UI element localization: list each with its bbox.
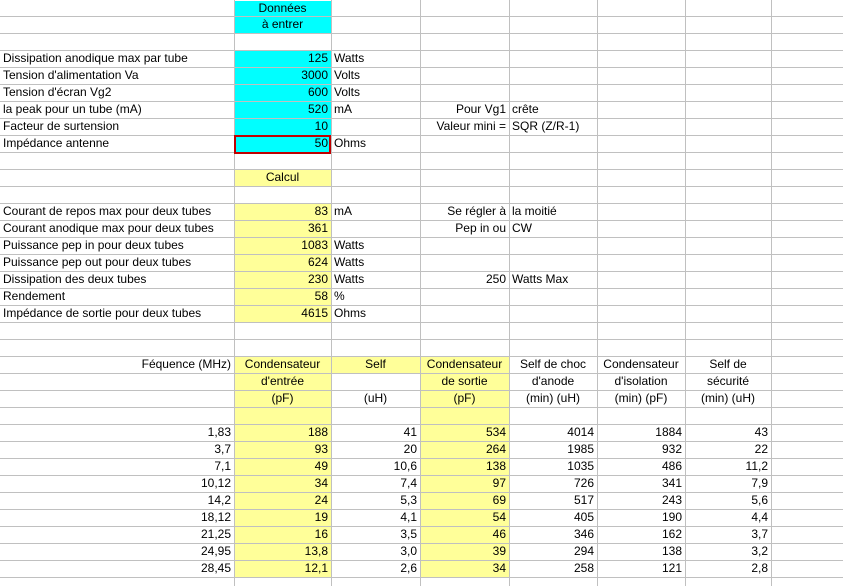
table-cell[interactable]: 16: [314, 527, 328, 541]
table-header-6[interactable]: d'isolation: [614, 374, 668, 388]
table-cell[interactable]: 4014: [567, 425, 594, 439]
row-line: [0, 152, 843, 153]
col-line: [771, 0, 772, 586]
table-cell[interactable]: 2,6: [400, 561, 417, 575]
input-label[interactable]: Tension d'alimentation Va: [3, 68, 139, 82]
note-crete[interactable]: crête: [512, 102, 539, 116]
table-cell[interactable]: 22: [754, 442, 768, 456]
table-cell[interactable]: 534: [485, 425, 506, 439]
calc-unit[interactable]: mA: [334, 204, 352, 218]
input-label[interactable]: Tension d'écran Vg2: [3, 85, 112, 99]
row-line: [0, 577, 843, 578]
table-cell[interactable]: 12,1: [304, 561, 328, 575]
table-header-4[interactable]: Condensateur: [426, 357, 503, 371]
input-value[interactable]: 520: [307, 102, 328, 116]
table-cell[interactable]: 43: [754, 425, 768, 439]
col-line: [597, 0, 598, 586]
calc-unit[interactable]: [334, 220, 417, 237]
col-line: [509, 0, 510, 586]
table-cell[interactable]: 41: [403, 425, 417, 439]
input-header-line2[interactable]: à entrer: [261, 17, 304, 31]
row-line: [0, 407, 843, 408]
calc-label[interactable]: Dissipation des deux tubes: [3, 272, 147, 286]
table-cell[interactable]: 39: [492, 544, 506, 558]
calc-unit[interactable]: Watts: [334, 238, 365, 252]
table-header-7[interactable]: sécurité: [706, 374, 750, 388]
calc-label[interactable]: Courant de repos max pour deux tubes: [3, 204, 212, 218]
row-line: [0, 322, 843, 323]
calc-unit[interactable]: Watts: [334, 255, 365, 269]
table-cell[interactable]: 517: [573, 493, 594, 507]
calc-unit[interactable]: Ohms: [334, 306, 367, 320]
calc-value[interactable]: 83: [314, 204, 328, 218]
col-line: [331, 0, 332, 586]
table-cell[interactable]: 7,4: [400, 476, 417, 490]
calc-label[interactable]: Puissance pep out pour deux tubes: [3, 255, 192, 269]
table-cell[interactable]: 28,45: [200, 561, 231, 575]
input-unit[interactable]: Volts: [334, 68, 361, 82]
table-cell[interactable]: 294: [573, 544, 594, 558]
input-value[interactable]: 50: [314, 136, 328, 150]
input-label[interactable]: Facteur de surtension: [3, 119, 120, 133]
table-header-5[interactable]: d'anode: [531, 374, 575, 388]
input-unit[interactable]: mA: [334, 102, 352, 116]
table-cell[interactable]: 726: [573, 476, 594, 490]
note-formule[interactable]: SQR (Z/R-1): [512, 119, 580, 133]
calc-label[interactable]: Rendement: [3, 289, 66, 303]
table-header-1[interactable]: Féquence (MHz): [141, 357, 231, 371]
table-cell[interactable]: 93: [314, 442, 328, 456]
table-header-4[interactable]: de sortie: [441, 374, 488, 388]
table-cell[interactable]: 4,1: [400, 510, 417, 524]
input-value[interactable]: 600: [307, 85, 328, 99]
row-line: [0, 16, 843, 17]
input-value[interactable]: 3000: [301, 68, 328, 82]
note-max-value[interactable]: 250: [485, 272, 506, 286]
table-cell[interactable]: 1035: [567, 459, 594, 473]
table-cell[interactable]: 7,1: [214, 459, 231, 473]
input-header-line1[interactable]: Données: [258, 1, 307, 15]
table-header-2[interactable]: d'entrée: [261, 374, 304, 388]
row-line: [0, 186, 843, 187]
table-header-7[interactable]: Self de: [709, 357, 747, 371]
table-cell[interactable]: 7,9: [751, 476, 768, 490]
table-header-3[interactable]: (uH): [363, 391, 388, 405]
table-cell[interactable]: 162: [661, 527, 682, 541]
table-cell[interactable]: 13,8: [304, 544, 328, 558]
calc-value[interactable]: 361: [307, 221, 328, 235]
table-cell[interactable]: 1,83: [207, 425, 231, 439]
calc-unit[interactable]: Watts: [334, 272, 365, 286]
row-line: [0, 169, 843, 170]
input-unit[interactable]: Volts: [334, 85, 361, 99]
row-line: [0, 33, 843, 34]
row-line: [0, 339, 843, 340]
table-cell[interactable]: 5,6: [751, 493, 768, 507]
table-cell[interactable]: 97: [492, 476, 506, 490]
table-cell[interactable]: 3,0: [400, 544, 417, 558]
note-cw[interactable]: CW: [512, 221, 532, 235]
table-header-2[interactable]: Condensateur: [244, 357, 321, 371]
calc-value[interactable]: 624: [307, 255, 328, 269]
table-cell[interactable]: 486: [661, 459, 682, 473]
table-header-2[interactable]: (pF): [271, 391, 294, 405]
table-cell[interactable]: 24: [314, 493, 328, 507]
table-cell[interactable]: 34: [492, 561, 506, 575]
note-valeur-mini[interactable]: Valeur mini =: [436, 119, 506, 133]
table-cell[interactable]: 1985: [567, 442, 594, 456]
selected-cell[interactable]: [234, 135, 331, 154]
table-cell[interactable]: 11,2: [745, 459, 768, 473]
table-cell[interactable]: 121: [661, 561, 682, 575]
table-cell[interactable]: 405: [573, 510, 594, 524]
input-unit[interactable]: Ohms: [334, 136, 367, 150]
input-unit[interactable]: [334, 118, 417, 135]
table-cell[interactable]: 188: [307, 425, 328, 439]
table-cell[interactable]: 34: [314, 476, 328, 490]
table-header-7[interactable]: (min) (uH): [701, 391, 755, 405]
table-cell[interactable]: 264: [485, 442, 506, 456]
table-cell[interactable]: 346: [573, 527, 594, 541]
table-header-6[interactable]: Condensateur: [603, 357, 679, 371]
table-cell[interactable]: 138: [485, 459, 506, 473]
table-cell[interactable]: 190: [661, 510, 682, 524]
calc-value[interactable]: 4615: [301, 306, 328, 320]
note-pour-vg1[interactable]: Pour Vg1: [455, 102, 506, 116]
table-cell[interactable]: 3,5: [400, 527, 417, 541]
input-label[interactable]: Dissipation anodique max par tube: [3, 51, 188, 65]
table-cell[interactable]: 1884: [655, 425, 682, 439]
input-unit[interactable]: Watts: [334, 51, 365, 65]
table-cell[interactable]: 14,2: [207, 493, 231, 507]
table-cell[interactable]: 932: [661, 442, 682, 456]
table-cell[interactable]: 18,12: [200, 510, 231, 524]
col-line: [685, 0, 686, 586]
table-cell[interactable]: 258: [573, 561, 594, 575]
input-value[interactable]: 125: [307, 51, 328, 65]
table-cell[interactable]: 24,95: [200, 544, 231, 558]
table-cell[interactable]: 3,7: [214, 442, 231, 456]
note-se-regler[interactable]: Se régler à: [447, 204, 506, 218]
table-cell[interactable]: 20: [403, 442, 417, 456]
table-cell[interactable]: 3,2: [751, 544, 768, 558]
input-value[interactable]: 10: [314, 119, 328, 133]
calc-value[interactable]: 58: [314, 289, 328, 303]
table-cell[interactable]: 10,12: [200, 476, 231, 490]
calc-label[interactable]: Puissance pep in pour deux tubes: [3, 238, 184, 252]
calc-unit[interactable]: %: [334, 289, 345, 303]
table-header-4[interactable]: (pF): [453, 391, 476, 405]
calc-value[interactable]: 1083: [301, 238, 328, 252]
table-cell[interactable]: 5,3: [400, 493, 417, 507]
table-cell[interactable]: 2,8: [751, 561, 768, 575]
table-cell[interactable]: 243: [661, 493, 682, 507]
input-label[interactable]: la peak pour un tube (mA): [3, 102, 142, 116]
table-cell[interactable]: 49: [314, 459, 328, 473]
input-label[interactable]: Impédance antenne: [3, 136, 110, 150]
note-max-label[interactable]: Watts Max: [512, 272, 569, 286]
calc-header[interactable]: Calcul: [265, 170, 300, 184]
calc-label[interactable]: Courant anodique max pour deux tubes: [3, 221, 214, 235]
table-cell[interactable]: 54: [492, 510, 506, 524]
calc-value[interactable]: 230: [307, 272, 328, 286]
calc-label[interactable]: Impédance de sortie pour deux tubes: [3, 306, 202, 320]
table-cell[interactable]: 10,6: [393, 459, 417, 473]
table-header-5[interactable]: Self de choc: [519, 357, 587, 371]
table-cell[interactable]: 69: [492, 493, 506, 507]
table-cell[interactable]: 341: [661, 476, 682, 490]
table-cell[interactable]: 21,25: [200, 527, 231, 541]
table-cell[interactable]: 138: [661, 544, 682, 558]
table-cell[interactable]: 3,7: [751, 527, 768, 541]
table-header-6[interactable]: (min) (pF): [614, 391, 668, 405]
table-cell[interactable]: 4,4: [751, 510, 768, 524]
table-cell[interactable]: 19: [314, 510, 328, 524]
table-cell[interactable]: 46: [492, 527, 506, 541]
note-moitie[interactable]: la moitié: [512, 204, 557, 218]
col-line: [234, 0, 235, 586]
note-pep-in[interactable]: Pep in ou: [455, 221, 506, 235]
col-line: [420, 0, 421, 586]
table-header-5[interactable]: (min) (uH): [526, 391, 580, 405]
table-header-3[interactable]: Self: [365, 357, 386, 371]
